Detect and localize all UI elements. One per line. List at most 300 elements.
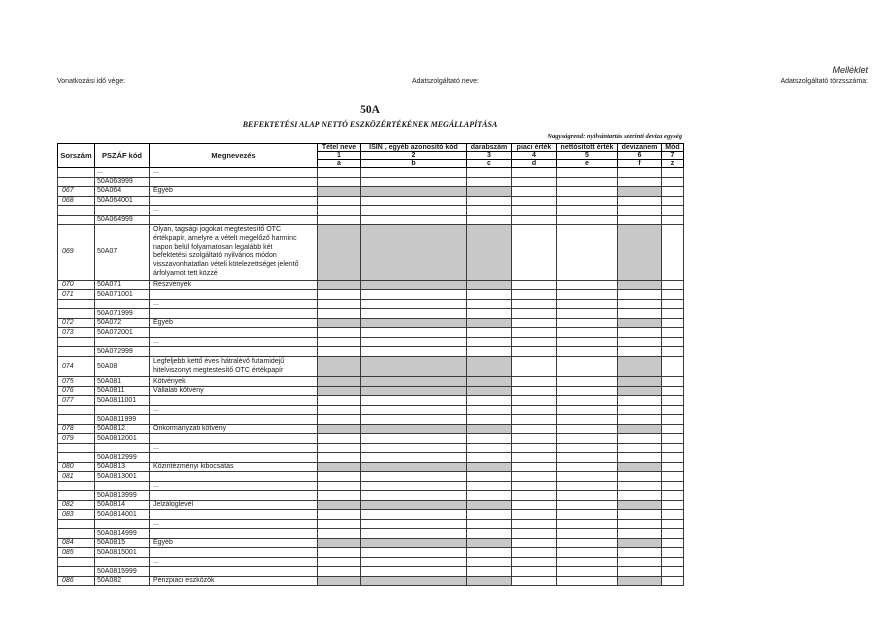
data-provider-name-label: Adatszolgáltató neve: bbox=[412, 78, 479, 85]
item-name bbox=[150, 328, 318, 338]
item-name bbox=[150, 377, 318, 387]
cell-isin bbox=[361, 491, 467, 501]
cell-nettositott-ertek bbox=[557, 424, 618, 434]
category-row bbox=[58, 225, 684, 281]
ellipsis-row bbox=[58, 557, 684, 567]
pszaf-code: 50A081 bbox=[95, 377, 150, 387]
row-number bbox=[58, 405, 95, 415]
item-name bbox=[150, 356, 318, 377]
cell-tetel-neve bbox=[318, 576, 361, 586]
pszaf-code: 50A071 bbox=[95, 280, 150, 290]
item-name bbox=[150, 386, 318, 396]
category-row bbox=[58, 576, 684, 586]
cell-isin bbox=[361, 299, 467, 309]
table-body bbox=[58, 168, 684, 586]
row-number bbox=[58, 529, 95, 539]
cell-piaci-ertek bbox=[512, 187, 557, 197]
cell-nettositott-ertek bbox=[557, 318, 618, 328]
pszaf-code: 50A0814001 bbox=[95, 510, 150, 520]
cell-mod bbox=[662, 519, 684, 529]
header-tetel-neve: Tétel neve bbox=[318, 144, 361, 152]
cell-tetel-neve bbox=[318, 215, 361, 225]
cell-isin bbox=[361, 206, 467, 216]
item-name-line: befektetési szolgáltató nyilvános módon bbox=[153, 252, 277, 260]
item-row bbox=[58, 328, 684, 338]
pszaf-code: 50A064001 bbox=[95, 196, 150, 206]
cell-isin bbox=[361, 168, 467, 178]
cell-devizanem bbox=[618, 434, 662, 444]
cell-mod bbox=[662, 299, 684, 309]
cell-piaci-ertek bbox=[512, 215, 557, 225]
cell-tetel-neve bbox=[318, 347, 361, 357]
range-end-row bbox=[58, 415, 684, 425]
item-name-line: Egyéb bbox=[153, 539, 173, 547]
unit-note: Nagyságrend: nyilvántartás szerinti deviza egység bbox=[547, 133, 682, 140]
cell-tetel-neve bbox=[318, 415, 361, 425]
pszaf-code bbox=[95, 405, 150, 415]
cell-mod bbox=[662, 309, 684, 319]
cell-nettositott-ertek bbox=[557, 299, 618, 309]
column-letter: z bbox=[662, 160, 684, 168]
cell-devizanem bbox=[618, 386, 662, 396]
cell-tetel-neve bbox=[318, 443, 361, 453]
range-end-row bbox=[58, 453, 684, 463]
cell-tetel-neve bbox=[318, 405, 361, 415]
range-end-row bbox=[58, 215, 684, 225]
cell-mod bbox=[662, 187, 684, 197]
category-row bbox=[58, 386, 684, 396]
item-name-line: Közintézményi kibocsátás bbox=[153, 463, 234, 471]
cell-nettositott-ertek bbox=[557, 280, 618, 290]
cell-tetel-neve bbox=[318, 500, 361, 510]
cell-piaci-ertek bbox=[512, 386, 557, 396]
cell-devizanem bbox=[618, 557, 662, 567]
cell-devizanem bbox=[618, 443, 662, 453]
item-name bbox=[150, 405, 318, 415]
ellipsis-row bbox=[58, 168, 684, 178]
pszaf-code: 50A08 bbox=[95, 356, 150, 377]
pszaf-code: 50A0815 bbox=[95, 538, 150, 548]
item-name bbox=[150, 196, 318, 206]
item-name-line: ... bbox=[153, 520, 159, 528]
item-name bbox=[150, 567, 318, 577]
cell-piaci-ertek bbox=[512, 500, 557, 510]
item-name bbox=[150, 481, 318, 491]
cell-isin bbox=[361, 356, 467, 377]
net-asset-value-table bbox=[57, 143, 684, 586]
row-number bbox=[58, 215, 95, 225]
item-name-line: Egyéb bbox=[153, 187, 173, 195]
item-row bbox=[58, 510, 684, 520]
pszaf-code: 50A071001 bbox=[95, 290, 150, 300]
item-name-line: napon belül folyamatosan legalább két bbox=[153, 243, 273, 251]
item-name bbox=[150, 453, 318, 463]
item-name bbox=[150, 510, 318, 520]
item-name bbox=[150, 443, 318, 453]
cell-tetel-neve bbox=[318, 396, 361, 406]
cell-nettositott-ertek bbox=[557, 168, 618, 178]
cell-devizanem bbox=[618, 328, 662, 338]
cell-tetel-neve bbox=[318, 280, 361, 290]
row-number: 079 bbox=[58, 434, 95, 444]
table-header bbox=[58, 144, 684, 168]
row-number: 085 bbox=[58, 548, 95, 558]
cell-tetel-neve bbox=[318, 472, 361, 482]
item-name bbox=[150, 529, 318, 539]
item-row bbox=[58, 196, 684, 206]
cell-isin bbox=[361, 415, 467, 425]
item-name-line: Egyéb bbox=[153, 319, 173, 327]
pszaf-code: 50A064 bbox=[95, 187, 150, 197]
item-row bbox=[58, 290, 684, 300]
pszaf-code: 50A0814 bbox=[95, 500, 150, 510]
cell-piaci-ertek bbox=[512, 481, 557, 491]
cell-mod bbox=[662, 491, 684, 501]
item-name-line: Jelzáloglevél bbox=[153, 501, 194, 509]
item-name bbox=[150, 225, 318, 281]
column-letter: b bbox=[361, 160, 467, 168]
cell-darabszam bbox=[467, 187, 512, 197]
row-number bbox=[58, 309, 95, 319]
cell-nettositott-ertek bbox=[557, 187, 618, 197]
item-name bbox=[150, 491, 318, 501]
header-darabszam: darabszám bbox=[467, 144, 512, 152]
cell-devizanem bbox=[618, 290, 662, 300]
cell-nettositott-ertek bbox=[557, 309, 618, 319]
row-number: 077 bbox=[58, 396, 95, 406]
cell-tetel-neve bbox=[318, 529, 361, 539]
cell-tetel-neve bbox=[318, 356, 361, 377]
row-number: 081 bbox=[58, 472, 95, 482]
column-number: 6 bbox=[618, 152, 662, 160]
cell-darabszam bbox=[467, 500, 512, 510]
cell-mod bbox=[662, 453, 684, 463]
cell-mod bbox=[662, 576, 684, 586]
cell-piaci-ertek bbox=[512, 396, 557, 406]
cell-nettositott-ertek bbox=[557, 290, 618, 300]
cell-darabszam bbox=[467, 510, 512, 520]
cell-isin bbox=[361, 529, 467, 539]
cell-devizanem bbox=[618, 424, 662, 434]
pszaf-code: 50A0811 bbox=[95, 386, 150, 396]
cell-darabszam bbox=[467, 415, 512, 425]
pszaf-code: 50A0812001 bbox=[95, 434, 150, 444]
cell-nettositott-ertek bbox=[557, 472, 618, 482]
item-name bbox=[150, 538, 318, 548]
cell-mod bbox=[662, 548, 684, 558]
item-name bbox=[150, 177, 318, 187]
cell-tetel-neve bbox=[318, 491, 361, 501]
cell-devizanem bbox=[618, 347, 662, 357]
cell-darabszam bbox=[467, 576, 512, 586]
cell-devizanem bbox=[618, 168, 662, 178]
item-name bbox=[150, 548, 318, 558]
item-row bbox=[58, 548, 684, 558]
cell-isin bbox=[361, 576, 467, 586]
item-name-line: Részvények bbox=[153, 281, 192, 289]
cell-mod bbox=[662, 405, 684, 415]
pszaf-code: 50A072001 bbox=[95, 328, 150, 338]
item-name-line: ... bbox=[153, 168, 159, 176]
cell-piaci-ertek bbox=[512, 318, 557, 328]
cell-mod bbox=[662, 196, 684, 206]
item-row bbox=[58, 472, 684, 482]
item-name-line: Önkormányzati kötvény bbox=[153, 425, 227, 433]
pszaf-code: 50A063999 bbox=[95, 177, 150, 187]
cell-nettositott-ertek bbox=[557, 177, 618, 187]
column-letter: d bbox=[512, 160, 557, 168]
cell-darabszam bbox=[467, 481, 512, 491]
item-name-line: hitelviszonyt megtestesítő OTC értékpapír bbox=[153, 366, 284, 374]
cell-piaci-ertek bbox=[512, 491, 557, 501]
cell-tetel-neve bbox=[318, 386, 361, 396]
cell-piaci-ertek bbox=[512, 168, 557, 178]
ellipsis-row bbox=[58, 481, 684, 491]
pszaf-code bbox=[95, 337, 150, 347]
item-name bbox=[150, 424, 318, 434]
column-number: 5 bbox=[557, 152, 618, 160]
pszaf-code bbox=[95, 557, 150, 567]
cell-devizanem bbox=[618, 318, 662, 328]
cell-tetel-neve bbox=[318, 309, 361, 319]
cell-piaci-ertek bbox=[512, 472, 557, 482]
cell-isin bbox=[361, 225, 467, 281]
cell-devizanem bbox=[618, 196, 662, 206]
column-letter: a bbox=[318, 160, 361, 168]
row-number: 073 bbox=[58, 328, 95, 338]
cell-tetel-neve bbox=[318, 434, 361, 444]
cell-tetel-neve bbox=[318, 337, 361, 347]
ellipsis-row bbox=[58, 443, 684, 453]
cell-devizanem bbox=[618, 472, 662, 482]
cell-piaci-ertek bbox=[512, 328, 557, 338]
pszaf-code: 50A0813 bbox=[95, 462, 150, 472]
cell-isin bbox=[361, 386, 467, 396]
item-name bbox=[150, 462, 318, 472]
cell-tetel-neve bbox=[318, 462, 361, 472]
row-number bbox=[58, 177, 95, 187]
cell-piaci-ertek bbox=[512, 443, 557, 453]
cell-darabszam bbox=[467, 491, 512, 501]
cell-darabszam bbox=[467, 290, 512, 300]
item-name bbox=[150, 206, 318, 216]
column-number: 1 bbox=[318, 152, 361, 160]
cell-mod bbox=[662, 567, 684, 577]
item-name bbox=[150, 290, 318, 300]
item-name-line: ... bbox=[153, 300, 159, 308]
cell-piaci-ertek bbox=[512, 453, 557, 463]
cell-darabszam bbox=[467, 168, 512, 178]
item-name-line: értékpapír, amelyre a vételt megelőző harminc bbox=[153, 234, 297, 242]
cell-nettositott-ertek bbox=[557, 500, 618, 510]
category-row bbox=[58, 377, 684, 387]
item-name bbox=[150, 309, 318, 319]
item-name-line: ... bbox=[153, 558, 159, 566]
row-number bbox=[58, 481, 95, 491]
cell-nettositott-ertek bbox=[557, 206, 618, 216]
row-number: 082 bbox=[58, 500, 95, 510]
cell-devizanem bbox=[618, 177, 662, 187]
cell-piaci-ertek bbox=[512, 538, 557, 548]
pszaf-code: 50A064999 bbox=[95, 215, 150, 225]
cell-tetel-neve bbox=[318, 187, 361, 197]
cell-mod bbox=[662, 328, 684, 338]
cell-devizanem bbox=[618, 500, 662, 510]
ellipsis-row bbox=[58, 405, 684, 415]
item-name bbox=[150, 299, 318, 309]
cell-mod bbox=[662, 424, 684, 434]
cell-nettositott-ertek bbox=[557, 386, 618, 396]
item-name bbox=[150, 519, 318, 529]
row-number: 083 bbox=[58, 510, 95, 520]
cell-devizanem bbox=[618, 548, 662, 558]
cell-devizanem bbox=[618, 415, 662, 425]
pszaf-code: 50A07 bbox=[95, 225, 150, 281]
column-number: 3 bbox=[467, 152, 512, 160]
range-end-row bbox=[58, 347, 684, 357]
cell-devizanem bbox=[618, 481, 662, 491]
cell-isin bbox=[361, 500, 467, 510]
item-name-line: Vállalati kötvény bbox=[153, 387, 204, 395]
cell-piaci-ertek bbox=[512, 280, 557, 290]
reference-period-label: Vonatkozási idő vége: bbox=[57, 78, 126, 85]
cell-darabszam bbox=[467, 215, 512, 225]
pszaf-code: 50A0811999 bbox=[95, 415, 150, 425]
header-sorszam: Sorszám bbox=[58, 144, 95, 168]
cell-nettositott-ertek bbox=[557, 356, 618, 377]
cell-piaci-ertek bbox=[512, 337, 557, 347]
row-number: 067 bbox=[58, 187, 95, 197]
cell-darabszam bbox=[467, 567, 512, 577]
cell-devizanem bbox=[618, 538, 662, 548]
row-number: 069 bbox=[58, 225, 95, 281]
cell-piaci-ertek bbox=[512, 434, 557, 444]
item-name-line: ... bbox=[153, 444, 159, 452]
item-name-line: ... bbox=[153, 338, 159, 346]
cell-darabszam bbox=[467, 206, 512, 216]
cell-devizanem bbox=[618, 576, 662, 586]
cell-tetel-neve bbox=[318, 177, 361, 187]
cell-devizanem bbox=[618, 280, 662, 290]
cell-mod bbox=[662, 443, 684, 453]
cell-mod bbox=[662, 415, 684, 425]
cell-darabszam bbox=[467, 548, 512, 558]
header-isin: ISIN , egyéb azonosító kód bbox=[361, 144, 467, 152]
cell-piaci-ertek bbox=[512, 424, 557, 434]
cell-isin bbox=[361, 481, 467, 491]
cell-devizanem bbox=[618, 377, 662, 387]
cell-mod bbox=[662, 538, 684, 548]
header-pszaf-kod: PSZÁF kód bbox=[95, 144, 150, 168]
cell-darabszam bbox=[467, 453, 512, 463]
item-name bbox=[150, 576, 318, 586]
cell-isin bbox=[361, 318, 467, 328]
cell-isin bbox=[361, 462, 467, 472]
cell-darabszam bbox=[467, 405, 512, 415]
form-title: BEFEKTETÉSI ALAP NETTÓ ESZKÖZÉRTÉKÉNEK MEGÁLLAPÍTÁSA bbox=[242, 120, 498, 129]
pszaf-code: 50A0815999 bbox=[95, 567, 150, 577]
cell-darabszam bbox=[467, 434, 512, 444]
cell-mod bbox=[662, 396, 684, 406]
item-name-line: árfolyamot tett közzé bbox=[153, 269, 218, 277]
pszaf-code bbox=[95, 206, 150, 216]
row-number bbox=[58, 491, 95, 501]
item-name bbox=[150, 318, 318, 328]
category-row bbox=[58, 462, 684, 472]
row-number bbox=[58, 206, 95, 216]
cell-nettositott-ertek bbox=[557, 538, 618, 548]
row-number bbox=[58, 337, 95, 347]
cell-nettositott-ertek bbox=[557, 415, 618, 425]
cell-tetel-neve bbox=[318, 318, 361, 328]
item-row bbox=[58, 434, 684, 444]
cell-tetel-neve bbox=[318, 424, 361, 434]
row-number: 080 bbox=[58, 462, 95, 472]
cell-piaci-ertek bbox=[512, 576, 557, 586]
category-row bbox=[58, 424, 684, 434]
cell-darabszam bbox=[467, 328, 512, 338]
cell-devizanem bbox=[618, 396, 662, 406]
cell-mod bbox=[662, 529, 684, 539]
cell-nettositott-ertek bbox=[557, 548, 618, 558]
header-nettositott-ertek: nettósított érték bbox=[557, 144, 618, 152]
row-number: 072 bbox=[58, 318, 95, 328]
cell-tetel-neve bbox=[318, 567, 361, 577]
cell-piaci-ertek bbox=[512, 177, 557, 187]
pszaf-code: ... bbox=[95, 168, 150, 178]
row-number bbox=[58, 557, 95, 567]
cell-mod bbox=[662, 177, 684, 187]
row-number: 070 bbox=[58, 280, 95, 290]
cell-mod bbox=[662, 386, 684, 396]
row-number: 071 bbox=[58, 290, 95, 300]
cell-darabszam bbox=[467, 386, 512, 396]
cell-nettositott-ertek bbox=[557, 396, 618, 406]
row-number bbox=[58, 567, 95, 577]
cell-mod bbox=[662, 347, 684, 357]
pszaf-code: 50A0814999 bbox=[95, 529, 150, 539]
item-name-line: Olyan, tagsági jogokat megtestesítő OTC bbox=[153, 226, 282, 233]
pszaf-code: 50A0812999 bbox=[95, 453, 150, 463]
cell-tetel-neve bbox=[318, 453, 361, 463]
cell-darabszam bbox=[467, 225, 512, 281]
cell-darabszam bbox=[467, 396, 512, 406]
item-name-line: Kötvények bbox=[153, 377, 186, 385]
cell-nettositott-ertek bbox=[557, 481, 618, 491]
cell-piaci-ertek bbox=[512, 557, 557, 567]
cell-tetel-neve bbox=[318, 328, 361, 338]
item-name bbox=[150, 472, 318, 482]
item-name-line: Legfeljebb kettő éves hátralévő futamidejű bbox=[153, 357, 285, 365]
cell-darabszam bbox=[467, 377, 512, 387]
row-number bbox=[58, 443, 95, 453]
cell-isin bbox=[361, 424, 467, 434]
pszaf-code bbox=[95, 481, 150, 491]
cell-mod bbox=[662, 206, 684, 216]
ellipsis-row bbox=[58, 299, 684, 309]
item-name-line: visszavonhatatlan vételi kötelezettséget jelentő bbox=[153, 261, 299, 269]
cell-tetel-neve bbox=[318, 299, 361, 309]
category-row bbox=[58, 500, 684, 510]
cell-tetel-neve bbox=[318, 538, 361, 548]
cell-nettositott-ertek bbox=[557, 510, 618, 520]
header-devizanem: devizanem bbox=[618, 144, 662, 152]
cell-isin bbox=[361, 453, 467, 463]
cell-mod bbox=[662, 377, 684, 387]
cell-tetel-neve bbox=[318, 196, 361, 206]
cell-darabszam bbox=[467, 462, 512, 472]
item-name bbox=[150, 500, 318, 510]
